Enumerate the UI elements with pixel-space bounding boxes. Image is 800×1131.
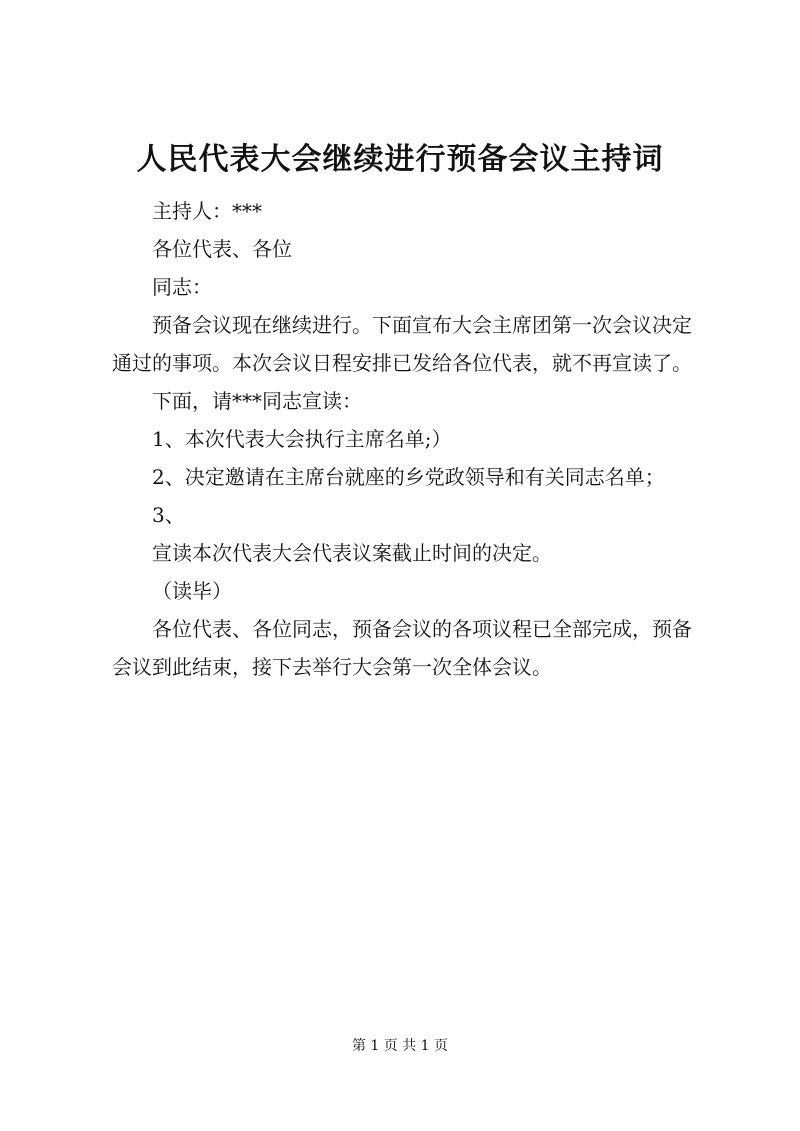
list-item-3: 3、: [152, 503, 185, 527]
paragraph-decision: 宣读本次代表大会代表议案截止时间的决定。: [152, 541, 552, 565]
page-footer: 第 1 页 共 1 页: [351, 1038, 449, 1054]
paragraph-salutation-1: 各位代表、各位: [152, 237, 292, 261]
document-body: [112, 192, 692, 686]
paragraph-reading-request: 下面，请***同志宣读：: [152, 389, 362, 413]
paragraph-read-complete: （读毕）: [152, 579, 232, 603]
paragraph-host: 主持人：***: [152, 199, 262, 223]
list-item-1: 1、本次代表大会执行主席名单;）: [152, 427, 452, 451]
document-title: 人民代表大会继续进行预备会议主持词: [136, 142, 664, 177]
list-item-2: 2、决定邀请在主席台就座的乡党政领导和有关同志名单；: [152, 465, 665, 489]
paragraph-closing: 各位代表、各位同志，预备会议的各项议程已全部完成，预备会议到此结束，接下去举行大会第一次全体会议。: [112, 617, 692, 679]
paragraph-opening: 预备会议现在继续进行。下面宣布大会主席团第一次会议决定通过的事项。本次会议日程安排已发给各位代表，就不再宣读了。: [112, 313, 692, 375]
paragraph-salutation-2: 同志：: [152, 275, 212, 299]
